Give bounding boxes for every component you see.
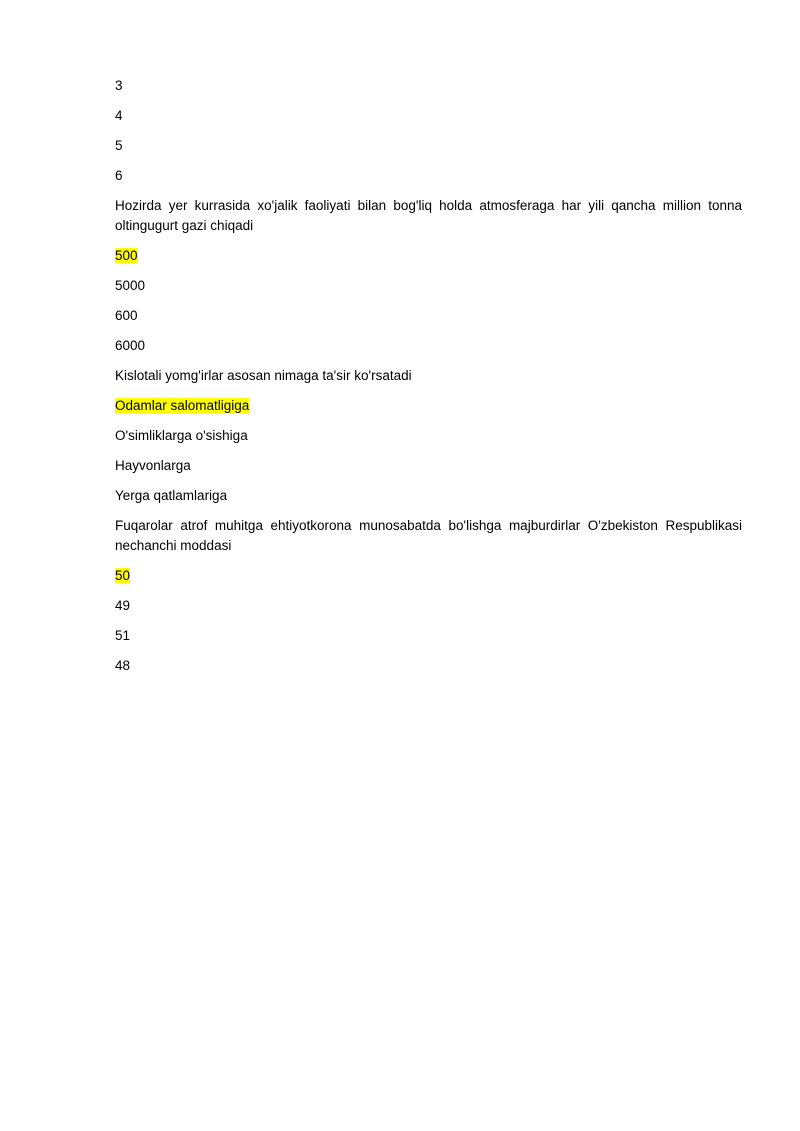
answer-option-correct [115,246,742,266]
question-text: Fuqarolar atrof muhitga ehtiyotkorona munosabatda bo'lishga majburdirlar O'zbekiston Respublikasi nechanchi moddasi [115,518,742,553]
highlighted-answer: 50 [115,568,131,583]
highlighted-answer: Odamlar salomatligiga [115,398,250,413]
answer-option [115,336,742,356]
document-body [115,76,742,686]
answer-option [115,426,742,446]
answer-option [115,306,742,326]
answer-text: Hayvonlarga [115,458,191,473]
answer-text: 4 [115,108,123,123]
answer-option [115,456,742,476]
answer-option-correct [115,566,742,586]
answer-text: 51 [115,628,131,643]
highlighted-answer: 500 [115,248,138,263]
answer-text: 6000 [115,338,146,353]
answer-text: 600 [115,308,138,323]
answer-option [115,106,742,126]
answer-text: 5 [115,138,123,153]
answer-option [115,486,742,506]
answer-option [115,76,742,96]
answer-option [115,656,742,676]
answer-text: Yerga qatlamlariga [115,488,228,503]
answer-text: 3 [115,78,123,93]
answer-text: 49 [115,598,131,613]
answer-option [115,276,742,296]
answer-option [115,596,742,616]
answer-text: O'simliklarga o'sishiga [115,428,248,443]
answer-option [115,626,742,646]
question-text: Hozirda yer kurrasida xo'jalik faoliyati bilan bog'liq holda atmosferaga har yili qancha million tonna oltingugurt gazi chiqadi [115,198,742,233]
question-text: Kislotali yomg'irlar asosan nimaga ta'sir ko'rsatadi [115,368,412,383]
answer-text: 48 [115,658,131,673]
answer-option [115,166,742,186]
answer-option [115,136,742,156]
answer-option-correct [115,396,742,416]
answer-text: 6 [115,168,123,183]
answer-text: 5000 [115,278,146,293]
